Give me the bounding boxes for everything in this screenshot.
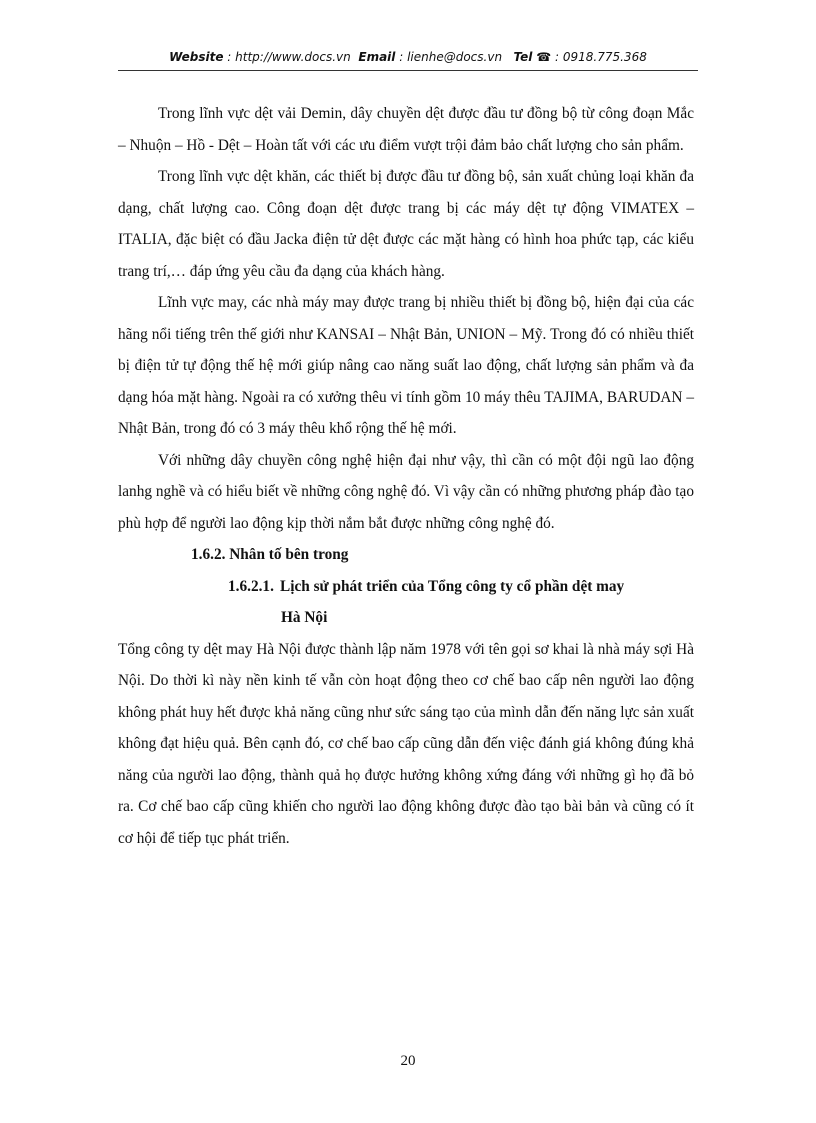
subsection-title-line2: Hà Nội	[281, 609, 328, 626]
page-header	[118, 50, 698, 64]
subsection-heading-1-6-2-1	[118, 571, 694, 603]
website-separator: :	[223, 50, 236, 64]
subsection-title-line1: Lịch sử phát triển của Tổng công ty cổ phần dệt may	[280, 577, 625, 595]
paragraph-technology: Với những dây chuyền công nghệ hiện đại như vậy, thì cần có một đội ngũ lao động lanhg nghề và có hiểu biết về những công nghệ đó. Vì vậy cần có những phương pháp đào tạo phù hợp để người lao động kịp thời nắm bắt được những công nghệ đó.	[118, 451, 694, 532]
email-label: Email	[358, 50, 396, 64]
website-url[interactable]: http://www.docs.vn	[235, 50, 351, 64]
tel-label: Tel	[513, 50, 533, 64]
website-label: Website	[169, 50, 224, 64]
document-body	[118, 98, 694, 854]
header-divider	[118, 70, 698, 71]
email-address[interactable]: lienhe@docs.vn	[407, 50, 503, 64]
paragraph-history: Tổng công ty dệt may Hà Nội được thành lập năm 1978 với tên gọi sơ khai là nhà máy sợi Hà Nội. Do thời kì này nền kinh tế vẫn còn hoạt động theo cơ chế bao cấp nên người lao động không phát huy hết được khả năng cũng như sức sáng tạo của mình dẫn đến năng lực sản xuất không đạt hiệu quả. Bên cạnh đó, cơ chế bao cấp cũng dẫn đến việc đánh giá không đúng khả năng của người lao động, thành quả họ được hưởng không xứng đáng với những gì họ đã bỏ ra. Cơ chế bao cấp cũng khiến cho người lao động không được đào tạo bài bản và cũng có ít cơ hội để tiếp tục phát triển.	[118, 640, 694, 847]
page-number: 20	[400, 1053, 416, 1069]
subsection-number: 1.6.2.1.	[228, 577, 274, 595]
tel-number: : 0918.775.368	[551, 50, 647, 64]
phone-icon: ☎	[536, 50, 552, 64]
paragraph-denim: Trong lĩnh vực dệt vải Demin, dây chuyền dệt được đầu tư đồng bộ từ công đoạn Mắc – Nhuộn – Hồ - Dệt – Hoàn tất với các ưu điểm vượt trội đảm bảo chất lượng cho sản phẩm.	[118, 105, 694, 154]
section-heading-1-6-2: 1.6.2. Nhân tố bên trong	[191, 546, 349, 563]
paragraph-towel: Trong lĩnh vực dệt khăn, các thiết bị được đầu tư đồng bộ, sản xuất chủng loại khăn đa dạng, chất lượng cao. Công đoạn dệt được trang bị các máy dệt tự động VIMATEX – ITALIA, đặc biệt có đầu Jacka điện tử dệt được các mặt hàng có hình hoa phức tạp, các kiểu trang trí,… đáp ứng yêu cầu đa dạng của khách hàng.	[118, 168, 694, 280]
paragraph-garment: Lĩnh vực may, các nhà máy may được trang bị nhiều thiết bị đồng bộ, hiện đại của các hãng nổi tiếng trên thế giới như KANSAI – Nhật Bản, UNION – Mỹ. Trong đó có nhiều thiết bị điện tử tự động thế hệ mới giúp nâng cao năng suất lao động, chất lượng sản phẩm và đa dạng hóa mặt hàng. Ngoài ra có xưởng thêu vi tính gồm 10 máy thêu TAJIMA, BARUDAN – Nhật Bản, trong đó có 3 máy thêu khổ rộng thế hệ mới.	[118, 294, 694, 437]
email-separator: :	[395, 50, 408, 64]
